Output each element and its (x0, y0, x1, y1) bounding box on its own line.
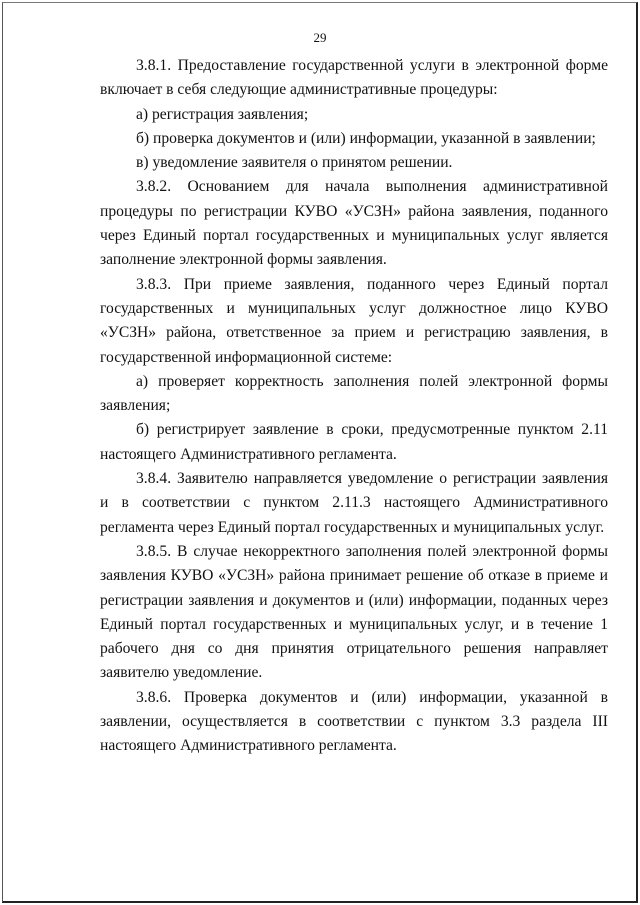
page-number: 29 (313, 30, 327, 45)
document-body (100, 54, 608, 759)
paragraph-3-8-1: 3.8.1. Предоставление государственной услуги в электронной форме включает в себя следующие административные процедуры: (100, 57, 608, 99)
paragraph-3-8-2: 3.8.2. Основанием для начала выполнения административной процедуры по регистрации КУВО «УСЗН» района заявления, поданного через Единый портал государственных и муниципальных услуг является заполнение электронной формы заявления. (100, 178, 608, 269)
list-item-3-a: а) проверяет корректность заполнения полей электронной формы заявления; (100, 372, 608, 415)
paragraph-3-8-6: 3.8.6. Проверка документов и (или) информации, указанной в заявлении, осуществляется в соответствии с пунктом 3.3 раздела III настоящего Административного регламента. (100, 688, 608, 755)
paragraph-3-8-5: 3.8.5. В случае некорректного заполнения полей электронной формы заявления КУВО «УСЗН» района принимает решение об отказе в приеме и регистрации заявления и документов и (или) информации, поданных через Единый портал государственных и муниципальных услуг, и в течение 1 рабочего дня со дня принятия отрицательного решения направляет заявителю уведомление. (100, 542, 608, 682)
list-item-v: в) уведомление заявителя о принятом решении. (136, 154, 453, 172)
list-item-b: б) проверка документов и (или) информации, указанной в заявлении; (136, 129, 596, 147)
paragraph-3-8-3: 3.8.3. При приеме заявления, поданного через Единый портал государственных и муниципальных услуг должностное лицо КУВО «УСЗН» района, ответственное за прием и регистрацию заявления, в государственной информационной системе: (100, 275, 608, 366)
list-item-3-b: б) регистрирует заявление в сроки, предусмотренные пунктом 2.11 настоящего Административного регламента. (100, 421, 608, 463)
paragraph-3-8-4: 3.8.4. Заявителю направляется уведомление о регистрации заявления и в соответствии с пунктом 2.11.3 настоящего Административного регламента через Единый портал государственных и муниципальных услуг. (100, 470, 608, 536)
list-item-a: а) регистрация заявления; (136, 105, 309, 123)
